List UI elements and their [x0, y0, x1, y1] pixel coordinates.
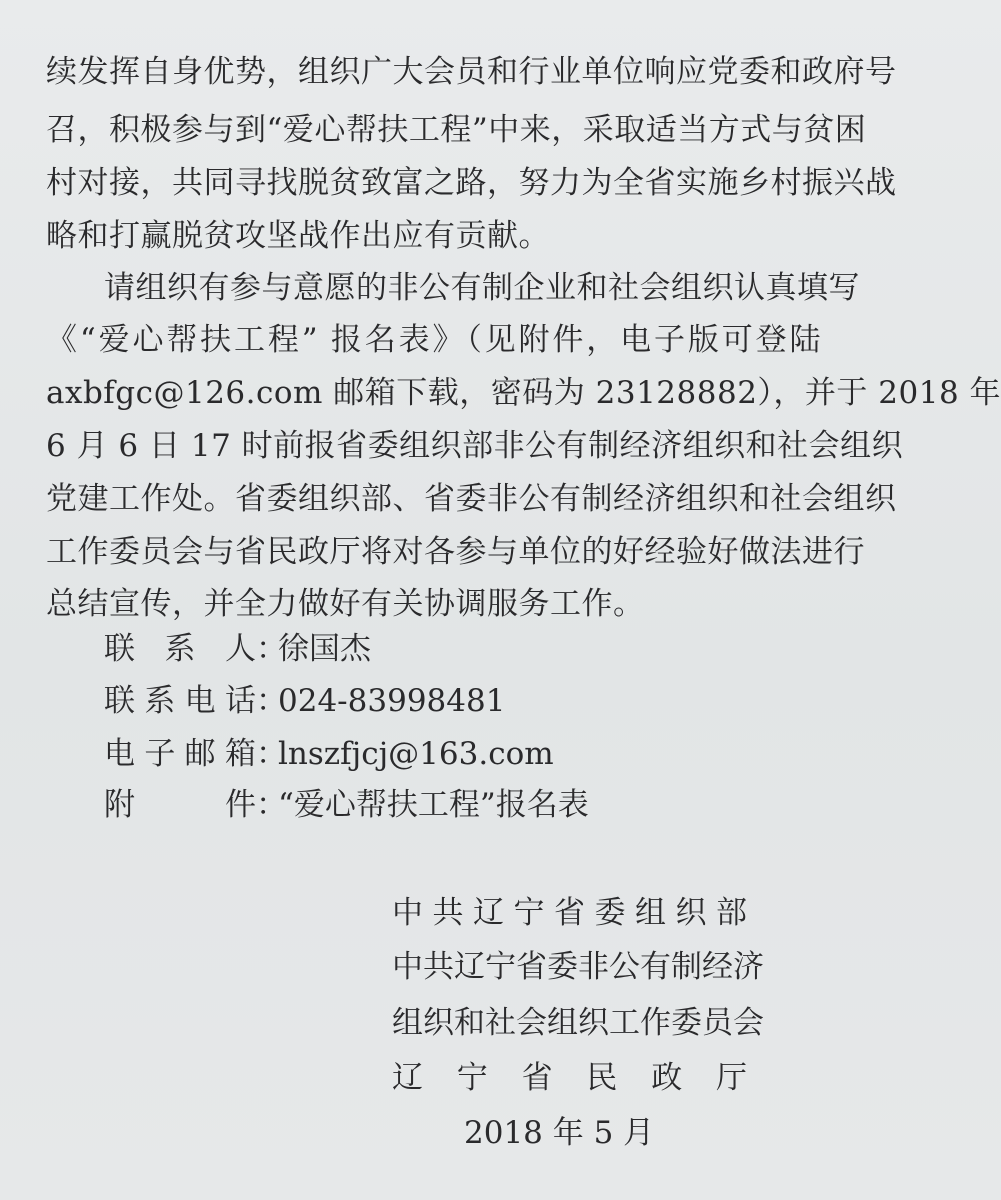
paragraph2-line-6: 工作委员会与省民政厅将对各参与单位的好经验好做法进行	[46, 534, 865, 570]
contact-email-value: lnszfjcj@163.com	[278, 736, 554, 772]
signature-line-1: 中共辽宁省委组织部	[392, 895, 747, 931]
attachment-colon: ：	[256, 787, 287, 823]
paragraph2-line-3: axbfgc@126.com 邮箱下载，密码为 23128882），并于 2018 年	[46, 375, 1001, 411]
contact-person-row	[104, 629, 371, 669]
contact-person-label: 联系人	[104, 631, 256, 667]
attachment-value: “爱心帮扶工程”报名表	[278, 787, 589, 823]
paragraph2-line-7: 总结宣传，并全力做好有关协调服务工作。	[46, 586, 645, 622]
paragraph2-line-1: 请组织有参与意愿的非公有制企业和社会组织认真填写	[104, 270, 860, 306]
contact-phone-colon: ：	[256, 683, 287, 719]
contact-phone-row	[104, 681, 505, 721]
attachment-row	[104, 785, 589, 825]
paragraph1-line-3: 村对接，共同寻找脱贫致富之路，努力为全省实施乡村振兴战	[46, 165, 897, 201]
signature-line-2: 中共辽宁省委非公有制经济	[392, 949, 764, 985]
contact-email-label: 电子邮箱	[104, 736, 256, 772]
paragraph1-line-1: 续发挥自身优势，组织广大会员和行业单位响应党委和政府号	[46, 54, 897, 90]
contact-email-row	[104, 734, 554, 774]
signature-line-4: 辽宁省民政厅	[392, 1060, 747, 1096]
paragraph2-line-4: 6 月 6 日 17 时前报省委组织部非公有制经济组织和社会组织	[46, 428, 904, 464]
paragraph2-line-5: 党建工作处。省委组织部、省委非公有制经济组织和社会组织	[46, 481, 897, 517]
contact-email-colon: ：	[256, 736, 287, 772]
contact-person-value: 徐国杰	[278, 631, 371, 667]
paragraph2-line-2: 《“爱心帮扶工程” 报名表》（见附件，电子版可登陆	[46, 322, 821, 358]
contact-phone-value: 024-83998481	[278, 683, 506, 719]
document-date: 2018 年 5 月	[464, 1115, 655, 1151]
paragraph1-line-2: 召，积极参与到“爱心帮扶工程”中来，采取适当方式与贫困	[46, 112, 867, 148]
contact-person-colon: ：	[256, 631, 287, 667]
attachment-label: 附件	[104, 787, 256, 823]
paragraph1-line-4: 略和打赢脱贫攻坚战作出应有贡献。	[46, 218, 550, 254]
contact-phone-label: 联系电话	[104, 683, 256, 719]
signature-line-3: 组织和社会组织工作委员会	[392, 1005, 764, 1041]
